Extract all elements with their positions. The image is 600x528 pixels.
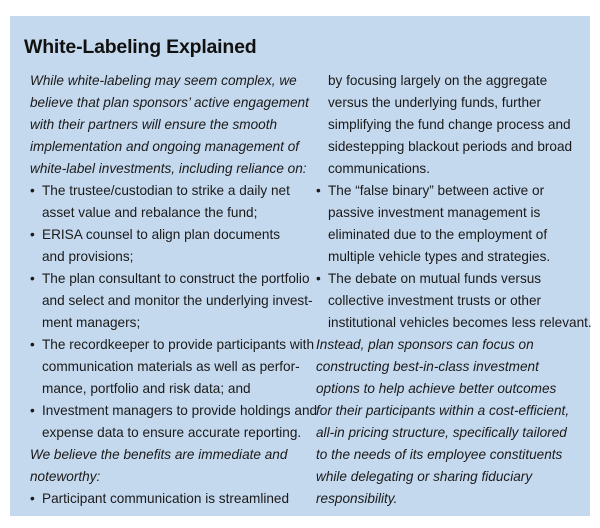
- continuation-line: [316, 224, 580, 246]
- intro-text-line: [316, 334, 580, 356]
- line-text: simplifying the fund change process and: [328, 117, 571, 132]
- line-text: Investment managers to provide holdings and: [42, 403, 318, 418]
- continuation-line: [316, 158, 580, 180]
- bullet-item-line: [30, 488, 302, 510]
- intro-text-line: [316, 378, 580, 400]
- intro-text-line: [30, 444, 302, 466]
- line-text: passive investment management is: [328, 205, 541, 220]
- line-text: sidestepping blackout periods and broad: [328, 139, 573, 154]
- line-text: all-in pricing structure, specifically tailored: [316, 425, 567, 440]
- bullet-marker: •: [30, 227, 35, 242]
- intro-text-line: [30, 158, 307, 180]
- line-text: options to help achieve better outcomes: [316, 381, 557, 396]
- right-column: [316, 70, 592, 510]
- line-text: While white-labeling may seem complex, we: [30, 73, 297, 88]
- line-text: constructing best-in-class investment: [316, 359, 539, 374]
- continuation-line: [30, 312, 302, 334]
- line-text: for their participants within a cost-efficient,: [316, 403, 570, 418]
- line-text: multiple vehicle types and strategies.: [328, 249, 551, 264]
- line-text: The recordkeeper to provide participants with: [42, 337, 315, 352]
- bullet-item-line: [30, 334, 315, 356]
- line-text: communication materials as well as perfor-: [42, 359, 300, 374]
- line-text: institutional vehicles becomes less relevant.: [328, 315, 592, 330]
- left-column: [30, 70, 318, 510]
- continuation-line: [30, 290, 313, 312]
- bullet-marker: •: [30, 403, 35, 418]
- line-text: collective investment trusts or other: [328, 293, 542, 308]
- line-text: The debate on mutual funds versus: [328, 271, 542, 286]
- bullet-marker: •: [30, 337, 35, 352]
- line-text: noteworthy:: [30, 469, 101, 484]
- line-text: eliminated due to the employment of: [328, 227, 548, 242]
- line-text: implementation and ongoing management of: [30, 139, 300, 154]
- sidebar-box: [10, 16, 590, 516]
- line-text: ment managers;: [42, 315, 141, 330]
- continuation-line: [316, 246, 580, 268]
- line-text: Participant communication is streamlined: [42, 491, 290, 506]
- line-text: expense data to ensure accurate reporting.: [42, 425, 302, 440]
- line-text: white-label investments, including reliance on:: [30, 161, 307, 176]
- intro-text-line: [316, 422, 580, 444]
- bullet-item-line: [316, 268, 580, 290]
- line-text: with their partners will ensure the smooth: [30, 117, 278, 132]
- continuation-line: [30, 246, 302, 268]
- line-text: versus the underlying funds, further: [328, 95, 542, 110]
- line-text: asset value and rebalance the fund;: [42, 205, 258, 220]
- line-text: responsibility.: [316, 491, 398, 506]
- line-text: Instead, plan sponsors can focus on: [316, 337, 534, 352]
- continuation-line: [316, 136, 580, 158]
- bullet-item-line: [30, 180, 302, 202]
- bullet-item-line: [30, 224, 302, 246]
- line-text: communications.: [328, 161, 430, 176]
- line-text: and provisions;: [42, 249, 134, 264]
- continuation-line: [30, 202, 302, 224]
- line-text: believe that plan sponsors’ active engagement: [30, 95, 309, 110]
- intro-text-line: [30, 92, 309, 114]
- bullet-item-line: [316, 180, 580, 202]
- bullet-marker: •: [316, 271, 321, 286]
- continuation-line: [316, 92, 580, 114]
- continuation-line: [316, 290, 580, 312]
- bullet-marker: •: [30, 271, 35, 286]
- bullet-marker: •: [316, 183, 321, 198]
- bullet-item-line: [30, 268, 310, 290]
- line-text: to the needs of its employee constituents: [316, 447, 563, 462]
- intro-text-line: [30, 466, 302, 488]
- line-text: The trustee/custodian to strike a daily net: [42, 183, 290, 198]
- box-title: White-Labeling Explained: [24, 36, 257, 58]
- bullet-marker: •: [30, 491, 35, 506]
- continuation-line: [316, 114, 580, 136]
- line-text: ERISA counsel to align plan documents: [42, 227, 281, 242]
- intro-text-line: [316, 466, 580, 488]
- continuation-line: [316, 312, 592, 334]
- line-text: The “false binary” between active or: [328, 183, 545, 198]
- line-text: while delegating or sharing fiduciary: [316, 469, 533, 484]
- continuation-line: [30, 378, 302, 400]
- line-text: mance, portfolio and risk data; and: [42, 381, 251, 396]
- intro-text-line: [316, 356, 580, 378]
- intro-text-line: [316, 444, 580, 466]
- line-text: The plan consultant to construct the portfolio: [42, 271, 310, 286]
- continuation-line: [316, 70, 580, 92]
- intro-text-line: [316, 400, 580, 422]
- intro-text-line: [316, 488, 580, 510]
- intro-text-line: [30, 114, 302, 136]
- line-text: by focusing largely on the aggregate: [328, 73, 548, 88]
- line-text: We believe the benefits are immediate and: [30, 447, 288, 462]
- bullet-item-line: [30, 400, 318, 422]
- bullet-marker: •: [30, 183, 35, 198]
- intro-text-line: [30, 136, 302, 158]
- continuation-line: [30, 422, 302, 444]
- continuation-line: [30, 356, 302, 378]
- continuation-line: [316, 202, 580, 224]
- intro-text-line: [30, 70, 302, 92]
- line-text: and select and monitor the underlying invest-: [42, 293, 313, 308]
